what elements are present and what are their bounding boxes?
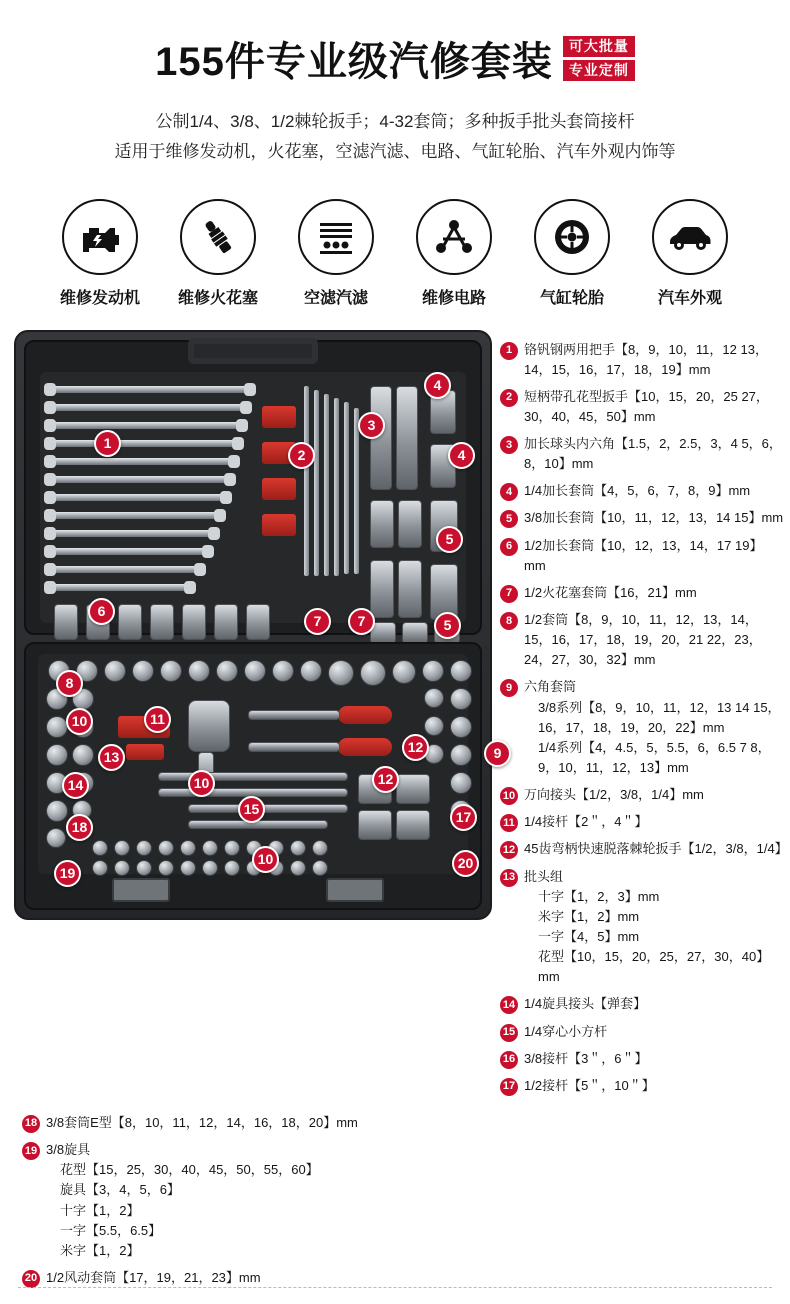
circuit-icon	[416, 199, 492, 275]
feature-air-filter-label: 空滤汽滤	[303, 289, 368, 307]
marker-20: 20	[452, 850, 479, 877]
legend-number: 13	[500, 869, 518, 887]
subtitle-block	[0, 107, 790, 167]
legend-item	[22, 1268, 490, 1288]
legend-number: 19	[22, 1142, 40, 1160]
legend-text: 3/8套筒E型【8，10，11，12，14，16，18，20】mm	[46, 1115, 358, 1130]
legend-bottom-left	[22, 1113, 490, 1295]
feature-tire-label: 气缸轮胎	[539, 289, 604, 307]
legend-text: 短柄带孔花型扳手【10，15，20，25 27，30，40，45，50】mm	[524, 388, 769, 424]
legend-item	[500, 434, 784, 474]
marker-4b: 4	[448, 442, 475, 469]
marker-3: 3	[358, 412, 385, 439]
toolbox-photo	[6, 330, 502, 1104]
legend-item	[500, 1049, 784, 1069]
legend-text: 1/2套筒【8，9，10，11，12，13，14，15，16，17，18，19，20，21 22，23，24，27，30，32】mm	[524, 612, 762, 668]
legend-text: 45齿弯柄快速脱落棘轮扳手【1/2，3/8，1/4】	[524, 841, 788, 857]
legend-number: 12	[500, 841, 518, 859]
feature-car-label: 汽车外观	[657, 289, 722, 307]
legend-item	[500, 1076, 784, 1096]
legend-number: 11	[500, 814, 518, 832]
legend-text: 铬钒钢两用把手【8，9，10，11，12 13，14，15，16，17，18，19】mm	[524, 341, 768, 377]
feature-spark-plug-label: 维修火花塞	[177, 289, 258, 307]
legend-number: 5	[500, 510, 518, 528]
legend-number: 18	[22, 1115, 40, 1133]
legend-number: 16	[500, 1051, 518, 1069]
marker-18: 18	[66, 814, 93, 841]
legend-item	[500, 340, 784, 380]
marker-15: 15	[238, 796, 265, 823]
tire-icon	[534, 199, 610, 275]
air-filter-icon	[298, 199, 374, 275]
legend-subtext: 旋具【3，4，5，6】	[60, 1182, 180, 1198]
legend-number: 4	[500, 483, 518, 501]
marker-6: 6	[88, 598, 115, 625]
feature-car	[642, 199, 738, 308]
feature-tire	[524, 199, 620, 308]
marker-7b: 7	[348, 608, 375, 635]
legend-item	[500, 785, 784, 805]
marker-17: 17	[450, 804, 477, 831]
feature-engine	[52, 199, 148, 308]
page-header	[0, 0, 790, 177]
legend-subtext: 十字【1，2】	[60, 1202, 140, 1218]
legend-text: 3/8接杆【3＂，6＂】	[524, 1050, 648, 1066]
feature-engine-label: 维修发动机	[59, 289, 140, 307]
main-area	[0, 330, 790, 1104]
marker-5a: 5	[436, 526, 463, 553]
legend-text: 加长球头内六角【1.5，2，2.5，3，4 5，6，8，10】mm	[524, 436, 782, 472]
legend-number: 8	[500, 612, 518, 630]
legend-subtext: 一字【5.5，6.5】	[60, 1222, 162, 1238]
legend-subtext: 十字【1，2，3】mm	[538, 888, 660, 904]
subtitle-line-1: 公制1/4、3/8、1/2棘轮扳手；4-32套筒；多种扳手批头套筒接杆	[155, 112, 635, 131]
legend-number: 1	[500, 342, 518, 360]
feature-circuit	[406, 199, 502, 308]
feature-circuit-label: 维修电路	[421, 289, 486, 307]
feature-air-filter	[288, 199, 384, 308]
marker-8: 8	[56, 670, 83, 697]
legend-item	[500, 1022, 784, 1042]
legend-item	[500, 536, 784, 576]
legend-text-main: 3/8旋具	[46, 1142, 91, 1158]
marker-7a: 7	[304, 608, 331, 635]
title-row	[0, 30, 790, 87]
legend-text: 万向接头【1/2，3/8，1/4】mm	[524, 787, 704, 803]
legend-item	[500, 583, 784, 603]
lid-tray	[40, 372, 466, 623]
feature-spark-plug	[170, 199, 266, 308]
legend-item	[500, 508, 784, 528]
marker-11: 11	[144, 706, 171, 733]
case-base	[24, 642, 482, 910]
legend-subtext: 花型【15，25，30，40，45，50，55，60】	[60, 1162, 319, 1178]
legend-item	[500, 387, 784, 427]
legend-item	[500, 867, 784, 988]
legend-text	[524, 677, 784, 778]
marker-1: 1	[94, 430, 121, 457]
car-icon	[652, 199, 728, 275]
legend-item	[500, 994, 784, 1014]
legend-number: 14	[500, 996, 518, 1014]
legend-text: 1/4旋具接头【弹套】	[524, 996, 647, 1012]
legend-right	[496, 330, 788, 1104]
legend-text: 1/4加长套筒【4，5，6，7，8，9】mm	[524, 483, 751, 499]
legend-number: 6	[500, 538, 518, 556]
spark-plug-icon	[180, 199, 256, 275]
legend-item	[22, 1140, 490, 1261]
legend-text: 1/2接杆【5＂，10＂】	[524, 1077, 655, 1093]
legend-text-main: 批头组	[524, 868, 564, 884]
legend-subtext: 花型【10，15，20，25，27，30，40】mm	[538, 949, 770, 985]
legend-item	[500, 812, 784, 832]
case-handle	[188, 338, 318, 364]
footer-divider	[18, 1287, 772, 1288]
marker-5b: 5	[434, 612, 461, 639]
legend-item	[500, 481, 784, 501]
legend-subtext: 米字【1，2】	[60, 1242, 140, 1258]
legend-subtext: 米字【1，2】mm	[538, 908, 640, 924]
marker-14: 14	[62, 772, 89, 799]
legend-text: 1/4穿心小方杆	[524, 1023, 608, 1039]
legend-text: 1/4接杆【2＂，4＂】	[524, 814, 648, 830]
page-title: 155件专业级汽修套装	[155, 40, 553, 84]
marker-10a: 10	[66, 708, 93, 735]
custom-order-badge	[563, 36, 635, 82]
legend-text: 1/2风动套筒【17，19，21，23】mm	[46, 1269, 261, 1285]
legend-text: 3/8加长套筒【10，11，12，13，14 15】mm	[524, 510, 784, 526]
legend-subtext: 3/8系列【8，9，10，11，12，13 14 15，16，17，18，19，20，22】mm	[538, 699, 781, 735]
legend-item	[500, 610, 784, 670]
marker-12a: 12	[402, 734, 429, 761]
marker-10c: 10	[252, 846, 279, 873]
marker-19: 19	[54, 860, 81, 887]
legend-subtext: 1/4系列【4，4.5，5，5.5，6，6.5 7 8，9，10，11，12，13】mm	[538, 739, 771, 776]
legend-number: 10	[500, 787, 518, 805]
legend-bottom	[0, 1107, 790, 1295]
legend-text	[46, 1140, 490, 1261]
legend-text	[524, 867, 784, 988]
legend-text: 1/2火花塞套筒【16，21】mm	[524, 584, 697, 600]
badge-line-1: 可大批量	[563, 36, 635, 57]
case-latch-left[interactable]	[112, 878, 170, 902]
legend-number: 20	[22, 1270, 40, 1288]
badge-line-2: 专业定制	[563, 60, 635, 81]
legend-number: 9	[500, 679, 518, 697]
legend-number: 7	[500, 585, 518, 603]
feature-icon-row	[0, 199, 790, 308]
marker-13: 13	[98, 744, 125, 771]
legend-number: 17	[500, 1078, 518, 1096]
marker-10b: 10	[188, 770, 215, 797]
legend-text-main: 六角套筒	[524, 679, 577, 695]
legend-number: 3	[500, 436, 518, 454]
marker-2: 2	[288, 442, 315, 469]
subtitle-line-2: 适用于维修发动机，火花塞，空滤汽滤、电路、气缸轮胎、汽车外观内饰等	[114, 141, 676, 161]
legend-number: 15	[500, 1024, 518, 1042]
legend-number: 2	[500, 389, 518, 407]
marker-9: 9	[484, 740, 511, 767]
engine-icon	[62, 199, 138, 275]
marker-4a: 4	[424, 372, 451, 399]
legend-subtext: 一字【4，5】mm	[538, 929, 640, 945]
marker-12b: 12	[372, 766, 399, 793]
legend-bottom-right	[490, 1113, 777, 1295]
legend-text: 1/2加长套筒【10，12，13，14，17 19】mm	[524, 537, 763, 573]
legend-item	[500, 677, 784, 778]
case-latch-right[interactable]	[326, 878, 384, 902]
case-lid	[24, 340, 482, 635]
legend-item	[22, 1113, 490, 1133]
legend-item	[500, 839, 788, 859]
